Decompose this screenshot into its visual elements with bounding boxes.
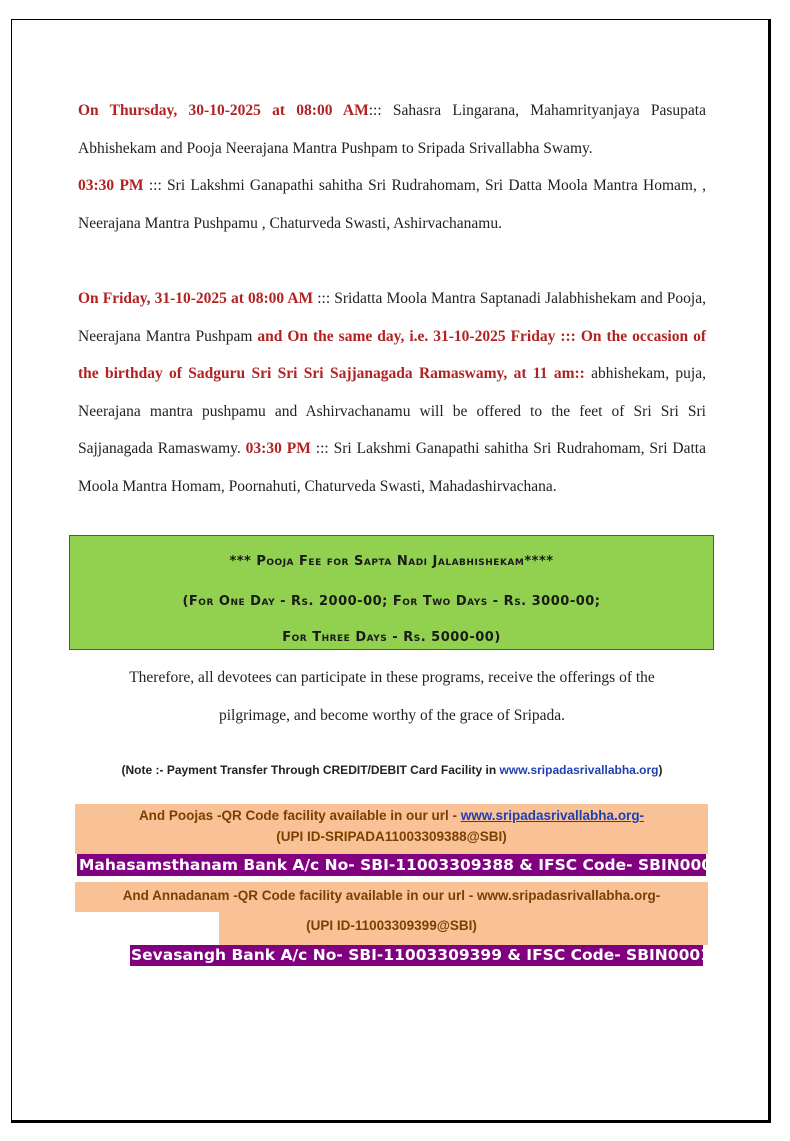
fee-three-days: For Three Days - Rs. 5000-00) bbox=[282, 630, 501, 645]
friday-heading: On Friday, 31-10-2025 at 08:00 AM bbox=[78, 290, 314, 307]
friday-schedule bbox=[78, 280, 706, 505]
poojas-qr-box bbox=[75, 804, 708, 854]
birthday-heading: and On the same day, i.e. 31-10-2025 Friday ::: On the occasion of the birthday of Sadguru Sri Sri Sri Sajjanagada Ramaswamy, at 11 am:: bbox=[78, 327, 706, 382]
poojas-qr-link[interactable]: www.sripadasrivallabha.org- bbox=[460, 808, 645, 823]
friday-evening-text: ::: Sri Lakshmi Ganapathi sahitha Sri Rudrahomam, Sri Datta Moola Mantra Homam, Poornahuti, Chaturveda Swasti, Mahadashirvachana. bbox=[78, 440, 706, 495]
annadanam-upi-id: (UPI ID-11003309399@SBI) bbox=[306, 918, 477, 933]
fee-one-two-days: (For One Day - Rs. 2000-00; For Two Days - Rs. 3000-00; bbox=[182, 594, 601, 609]
closing-line-1: Therefore, all devotees can participate in these programs, receive the offerings of the bbox=[129, 669, 655, 686]
fee-title: *** Pooja Fee for Sapta Nadi Jalabhishekam**** bbox=[229, 554, 554, 569]
thursday-heading: On Thursday, 30-10-2025 at 08:00 AM bbox=[78, 102, 369, 119]
friday-evening-time: 03:30 PM bbox=[245, 440, 311, 457]
pooja-fee-box bbox=[69, 535, 714, 650]
annadanam-qr-text: And Annadanam -QR Code facility available in our url - www.sripadasrivallabha.org- bbox=[122, 888, 661, 903]
birthday-text: abhishekam, puja, Neerajana mantra pushpamu and Ashirvachanamu will be offered to the feet of Sri Sri Sri Sajjanagada Ramaswamy. bbox=[78, 365, 706, 457]
poojas-qr-text: And Poojas -QR Code facility available in our url - bbox=[138, 808, 461, 823]
annadanam-upi-box bbox=[219, 912, 708, 945]
sevasangh-bank-details: Sevasangh Bank A/c No- SBI-11003309399 & IFSC Code- SBIN0001003 bbox=[131, 946, 744, 964]
thursday-evening-text: ::: Sri Lakshmi Ganapathi sahitha Sri Rudrahomam, Sri Datta Moola Mantra Homam, , Neerajana Mantra Pushpamu , Chaturveda Swasti, Ashirvachanamu. bbox=[78, 177, 706, 232]
thursday-evening-time: 03:30 PM bbox=[78, 177, 144, 194]
thursday-morning-text: ::: Sahasra Lingarana, Mahamrityanjaya Pasupata Abhishekam and Pooja Neerajana Mantra Pushpam to Sripada Srivallabha Swamy. bbox=[78, 102, 706, 157]
annadanam-qr-box bbox=[75, 882, 708, 912]
thursday-schedule bbox=[78, 92, 706, 242]
note-suffix: ) bbox=[658, 763, 663, 777]
friday-morning-text: ::: Sridatta Moola Mantra Saptanadi Jalabhishekam and Pooja, Neerajana Mantra Pushpam bbox=[78, 290, 706, 345]
note-prefix: (Note :- Payment Transfer Through CREDIT/DEBIT Card Facility in bbox=[121, 763, 500, 777]
poojas-upi-id: (UPI ID-SRIPADA11003309388@SBI) bbox=[276, 829, 507, 844]
payment-note bbox=[78, 763, 706, 777]
mahasamsthanam-bank-details: Mahasamsthanam Bank A/c No- SBI-11003309388 & IFSC Code- SBIN0001003 bbox=[79, 856, 756, 874]
note-url[interactable]: www.sripadasrivallabha.org bbox=[499, 763, 659, 777]
closing-line-2: pilgrimage, and become worthy of the grace of Sripada. bbox=[218, 707, 566, 724]
